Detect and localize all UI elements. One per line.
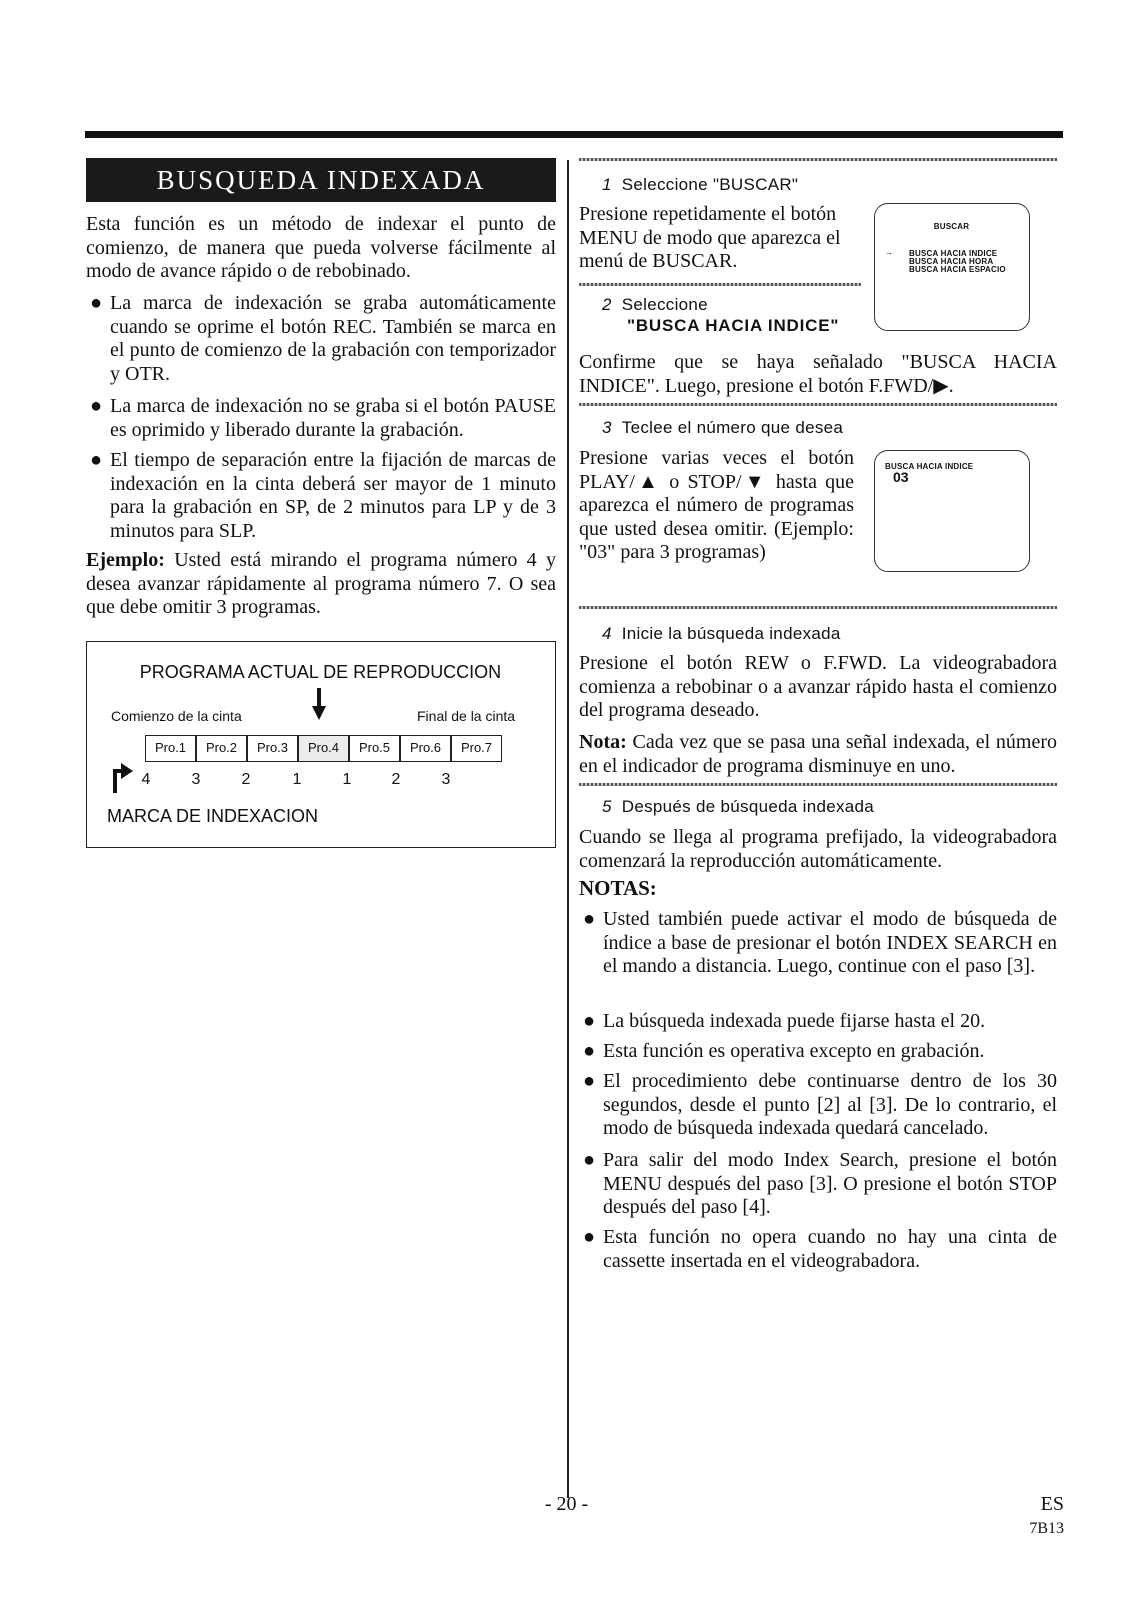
step-number: 2: [602, 295, 612, 314]
example-text: Usted está mirando el programa número 4 y desea avanzar rápidamente al programa número 7. O sea que debe omitir 3 programas.: [86, 549, 556, 618]
index-mark-label: MARCA DE INDEXACION: [107, 806, 319, 826]
tv-screen-buscar: [874, 203, 1030, 331]
step-2-heading: [602, 294, 708, 315]
program-cell: Pro.6: [400, 735, 451, 762]
list-item: [579, 1070, 1057, 1141]
screen-menu-item: BUSCA HACIA ESPACIO: [909, 265, 1006, 274]
index-count: 1: [342, 771, 352, 788]
section-title: BUSQUEDA INDEXADA: [86, 158, 556, 202]
example-paragraph: [86, 549, 556, 620]
step-5-text: Cuando se llega al programa prefijado, la videograbadora comenzará la reproducción automáticamente.: [579, 826, 1057, 872]
program-cell-current: Pro.4: [298, 735, 349, 762]
step-4-text: Presione el botón REW o F.FWD. La videograbadora comienza a rebobinar o a avanzar rápido hasta el comienzo del programa deseado.: [579, 652, 1057, 721]
bullet-icon: ●: [582, 1149, 596, 1171]
step-3-text: Presione varias veces el botón PLAY/▲ o STOP/▼ hasta que aparezca el número de programas que usted desea omitir. (Ejemplo: "03" para 3 programas): [579, 447, 854, 563]
index-count: 3: [441, 771, 451, 788]
bullet-icon: ●: [582, 1070, 596, 1092]
step-number: 3: [602, 418, 612, 437]
tape-start-label: Comienzo de la cinta: [111, 708, 242, 724]
separator: [579, 158, 1057, 161]
step-number: 5: [602, 797, 612, 816]
page-number: - 20 -: [544, 1493, 589, 1515]
index-count: 2: [241, 771, 251, 788]
list-item: [579, 1040, 1057, 1064]
list-item: [86, 292, 556, 386]
list-item-text: La búsqueda indexada puede fijarse hasta el 20.: [603, 1010, 986, 1032]
list-item-text: El procedimiento debe continuarse dentro de los 30 segundos, desde el punto [2] al [3]. De lo contrario, el modo de búsqueda indexada quedará cancelado.: [603, 1070, 1057, 1139]
tv-screen-index: [874, 450, 1030, 572]
list-item: [86, 449, 556, 543]
bullet-icon: ●: [89, 449, 103, 471]
screen-number-value: 03: [893, 469, 909, 485]
program-cell: Pro.1: [145, 735, 196, 762]
list-item-text: Para salir del modo Index Search, presione el botón MENU después del paso [3]. O presione el botón STOP después del paso [4].: [603, 1149, 1057, 1218]
list-item-text: Esta función no opera cuando no hay una cinta de cassette insertada en el videograbadora.: [603, 1226, 1057, 1272]
language-code: ES: [1040, 1493, 1064, 1515]
screen-heading: BUSCAR: [933, 222, 970, 231]
bullet-icon: ●: [89, 395, 103, 417]
separator: [579, 403, 1057, 406]
step-4-note: [579, 731, 1057, 778]
list-item: [579, 1149, 1057, 1220]
index-count: 1: [292, 771, 302, 788]
index-count: 3: [191, 771, 201, 788]
separator: [579, 783, 1057, 786]
list-item-text: Usted también puede activar el modo de búsqueda de índice a base de presionar el botón INDEX SEARCH en el mando a distancia. Luego, continue con el paso [3].: [603, 908, 1057, 977]
list-item: [579, 1010, 1057, 1034]
example-label: Ejemplo:: [86, 549, 165, 571]
step-number: 4: [602, 624, 612, 643]
separator: [579, 606, 1057, 609]
separator: [579, 283, 861, 286]
list-item-text: El tiempo de separación entre la fijación de marcas de indexación en la cinta deberá ser mayor de 1 minuto para la grabación en SP, de 2 minutos para LP y de 3 minutos para SLP.: [110, 449, 556, 542]
note-label: Nota:: [579, 731, 627, 753]
step-title: Teclee el número que desea: [621, 418, 844, 437]
step-2-heading-line2: "BUSCA HACIA INDICE": [627, 316, 840, 335]
step-1-text: Presione repetidamente el botón MENU de modo que aparezca el menú de BUSCAR.: [579, 203, 841, 272]
step-2-text: Confirme que se haya señalado "BUSCA HACIA INDICE". Luego, presione el botón F.FWD/▶.: [579, 351, 1057, 397]
step-number: 1: [602, 175, 612, 194]
step-title: Inicie la búsqueda indexada: [621, 624, 841, 643]
step-3-heading: [602, 417, 843, 438]
tape-end-label: Final de la cinta: [417, 708, 516, 724]
program-cell: Pro.3: [247, 735, 298, 762]
notes-title: NOTAS:: [579, 876, 657, 900]
screen-heading: BUSCA HACIA INDICE: [885, 462, 974, 471]
step-4-heading: [602, 623, 841, 644]
program-cell: Pro.2: [196, 735, 247, 762]
top-rule: [85, 131, 1063, 138]
program-cell: Pro.5: [349, 735, 400, 762]
step-title: Después de búsqueda indexada: [621, 797, 875, 816]
current-position-arrow-icon: [312, 688, 326, 720]
list-item-text: La marca de indexación se graba automáticamente cuando se oprime el botón REC. También se marca en el punto de comienzo de la grabación con temporizador y OTR.: [110, 292, 556, 385]
step-1-heading: [602, 174, 798, 195]
bullet-icon: ●: [582, 1010, 596, 1032]
note-text: Cada vez que se pasa una señal indexada, el número en el indicador de programa disminuye en uno.: [579, 731, 1057, 777]
bullet-icon: ●: [582, 1040, 596, 1062]
diagram-title: PROGRAMA ACTUAL DE REPRODUCCION: [139, 662, 502, 682]
program-cell: Pro.7: [451, 735, 502, 762]
list-item: [579, 1226, 1057, 1273]
document-code: 7B13: [1029, 1520, 1064, 1537]
bullet-icon: ●: [582, 1226, 596, 1248]
list-item-text: La marca de indexación no se graba si el botón PAUSE es oprimido y liberado durante la grabación.: [110, 395, 556, 441]
cursor-arrow-icon: →: [885, 248, 894, 257]
screen-menu-item: BUSCA HACIA HORA: [909, 257, 994, 266]
screen-menu-item: BUSCA HACIA INDICE: [909, 249, 998, 258]
index-count: 2: [391, 771, 401, 788]
intro-paragraph: Esta función es un método de indexar el punto de comienzo, de manera que pueda volverse fácilmente al modo de avance rápido o de rebobinado.: [86, 213, 556, 282]
index-count: 4: [141, 771, 151, 788]
step-title: Seleccione "BUSCAR": [621, 175, 799, 194]
program-strip: [145, 735, 502, 762]
list-item-text: Esta función es operativa excepto en grabación.: [603, 1040, 985, 1062]
index-mark-arrow-icon: [111, 763, 133, 793]
step-title: Seleccione: [621, 295, 708, 314]
column-divider: [567, 160, 569, 1498]
step-5-heading: [602, 796, 874, 817]
bullet-icon: ●: [582, 908, 596, 930]
bullet-icon: ●: [89, 292, 103, 314]
list-item: [86, 395, 556, 442]
tape-diagram: [86, 641, 556, 848]
list-item: [579, 908, 1057, 979]
